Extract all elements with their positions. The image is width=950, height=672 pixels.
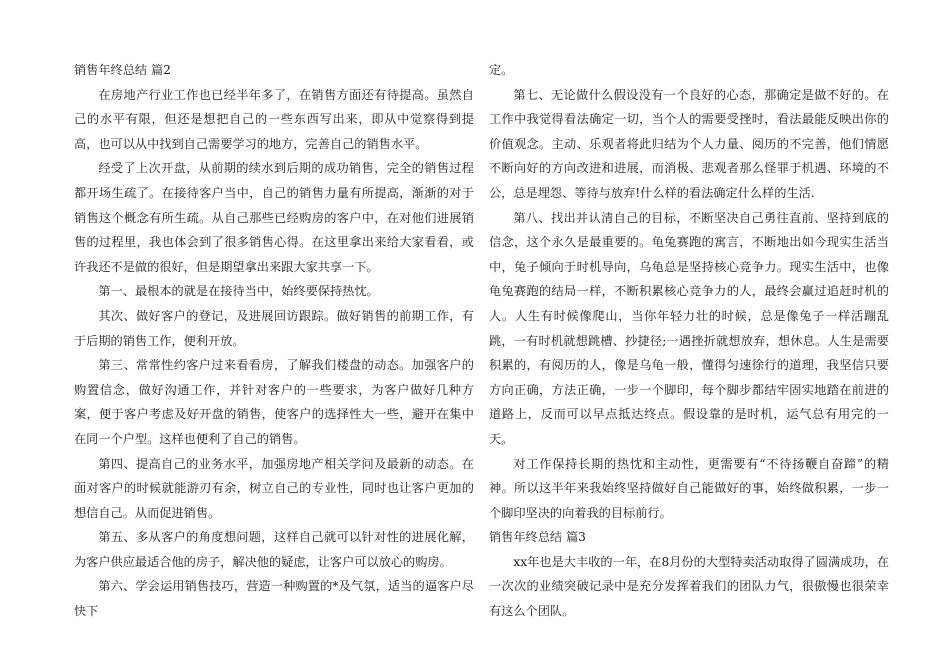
paragraph-continuation: 定。	[489, 63, 514, 77]
paragraph: 第四、提高自己的业务水平，加强房地产相关学问及最新的动态。在面对客户的时候就能游刃有余，树立自己的专业性，同时也让客户更加的想信自己。从而促进销售。	[74, 456, 474, 520]
paragraph: 第七、无论做什么假设没有一个良好的心态，那确定是做不好的。在工作中我觉得看法确定一切，当个人的需要受挫时，看法最能反映出你的价值观念。主动、乐观者将此归结为个人力量、阅历的不完善，他们情愿不断向好的方向改进和进展，而消极、悲观者那么怪罪于机遇、环境的不公，总是埋怨、等待与放弃!什么样的看法确定什么样的生活.	[489, 87, 889, 200]
paragraph: 第三、常常性约客户过来看看房，了解我们楼盘的动态。加强客户的购置信念，做好沟通工作，并针对客户的一些要求，为客户做好几种方案，便于客户考虑及好开盘的销售，使客户的选择性大一些，避开在集中在同一个户型。这样也便利了自己的销售。	[74, 358, 474, 446]
section-heading-2: 销售年终总结 篇2	[74, 63, 171, 77]
paragraph: 对工作保持长期的热忱和主动性，更需要有“不待扬鞭自奋蹄”的精神。所以这半年来我始终坚持做好自己能做好的事，始终做积累，一步一个脚印坚决的向着我的目标前行。	[489, 456, 889, 520]
paragraph: 第六、学会运用销售技巧，营造一种购置的*及气氛，适当的逼客户尽快下	[74, 579, 474, 619]
right-column	[489, 58, 889, 624]
paragraph: 经受了上次开盘，从前期的续水到后期的成功销售，完全的销售过程都开场生疏了。在接待客户当中，自己的销售力量有所提高，渐渐的对于销售这个概念有所生疏。从自己那些已经购房的客户中，在对他们进展销售的过程里，我也体会到了很多销售心得。在这里拿出来给大家看看，或许我还不是做的很好，但是期望拿出来跟大家共享一下。	[74, 161, 474, 274]
paragraph: 第一、最根本的就是在接待当中，始终要保持热忱。	[98, 284, 379, 299]
paragraph: 在房地产行业工作也已经半年多了，在销售方面还有待提高。虽然自己的水平有限，但还是想把自己的一些东西写出来，即从中觉察得到提高，也可以从中找到自己需要学习的地方，完善自己的销售水平。	[74, 87, 474, 151]
paragraph: xx年也是大丰收的一年，在8月份的大型特卖活动取得了圆满成功，在一次次的业绩突破记录中是充分发挥着我们的团队力气，很傲慢也很荣幸有这么个团队。	[489, 554, 889, 619]
paragraph: 第五、多从客户的角度想问题，这样自己就可以针对性的进展化解，为客户供应最适合他的房子，解决他的疑虑，让客户可以放心的购房。	[74, 530, 474, 569]
section-heading-3: 销售年终总结 篇3	[489, 530, 586, 545]
paragraph: 其次、做好客户的登记，及进展回访跟踪。做好销售的前期工作，有于后期的销售工作，便利开放。	[74, 308, 474, 348]
paragraph: 第八、找出并认清自己的目标，不断坚决自己勇往直前、坚持到底的信念，这个永久是最重要的。龟兔赛跑的寓言，不断地出如今现实生活当中，兔子倾向于时机导向，乌龟总是坚持核心竞争力。现实生活中，也像龟兔赛跑的结局一样，不断积累核心竞争力的人，最终会赢过追赶时机的人。人生有时候像爬山，当你年轻力壮的时候，总是像兔子一样活蹦乱跳，一有时机就想跳槽、抄捷径;一遇挫折就想放弃，想休息。人生是需要积累的，有阅历的人，像是乌龟一般，懂得匀速徐行的道理，我坚信只要方向正确，方法正确，一步一个脚印，每个脚步都结牢固实地踏在前进的道路上，反而可以早点抵达终点。假设靠的是时机，运气总有用完的一天。	[489, 210, 889, 446]
left-column	[74, 58, 474, 624]
